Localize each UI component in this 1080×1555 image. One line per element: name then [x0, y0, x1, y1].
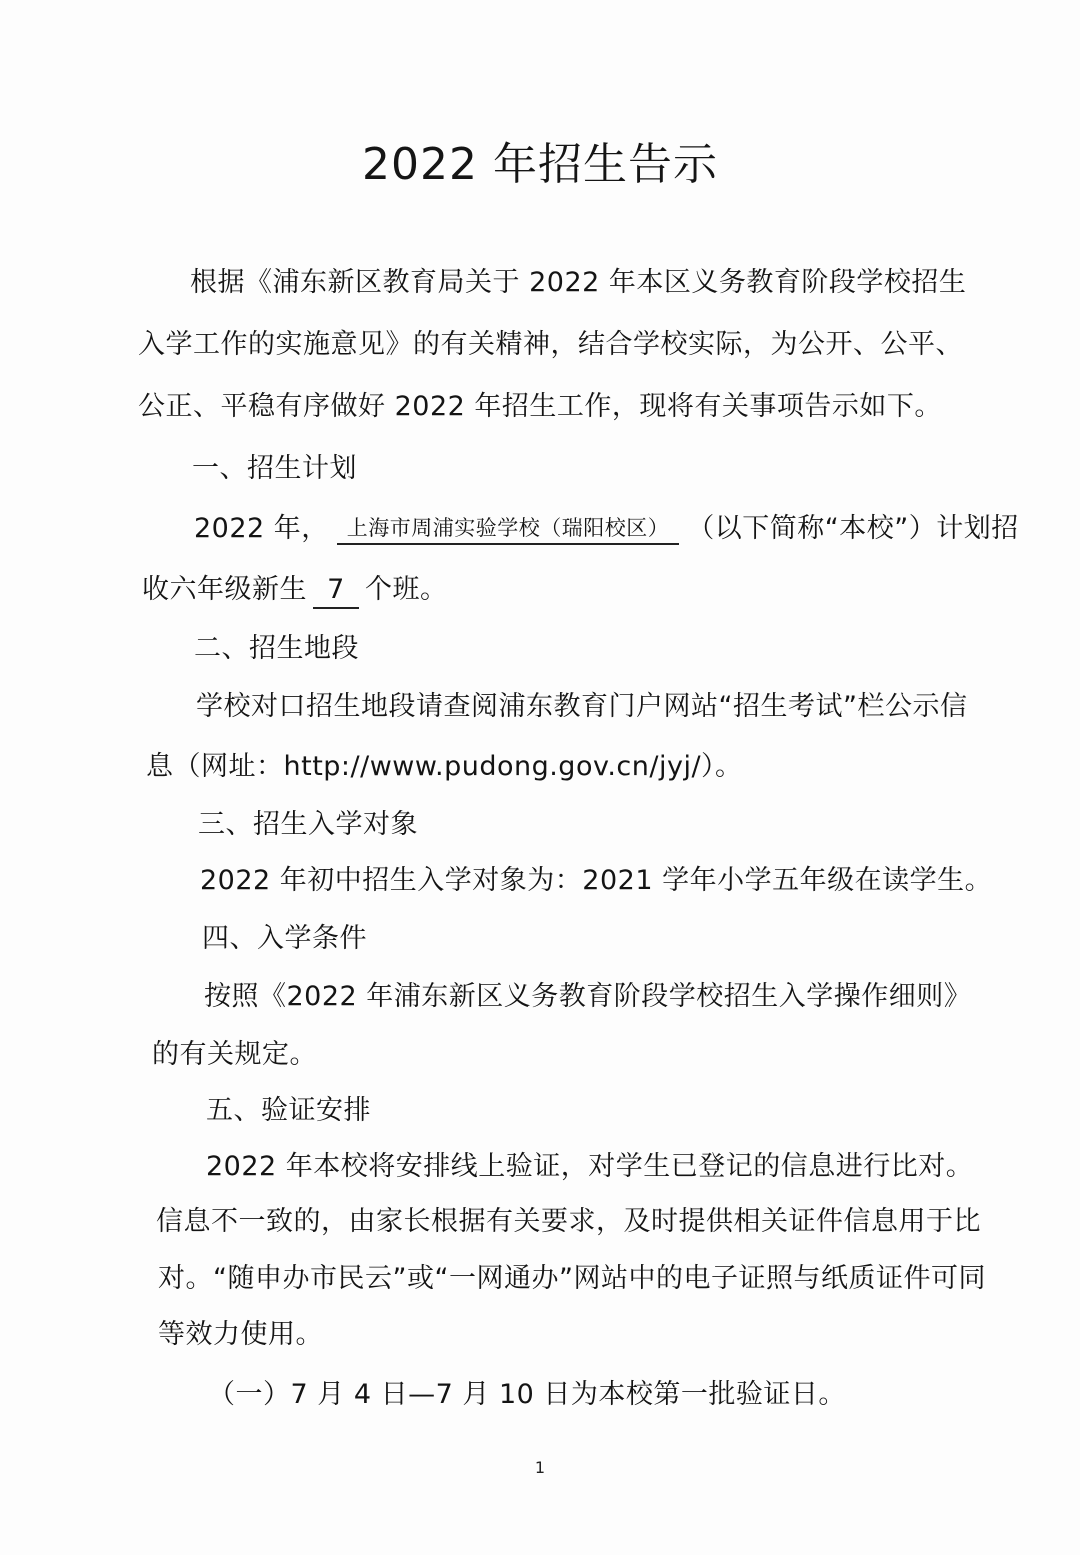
- section-5-line-4: 等效力使用。: [158, 1319, 323, 1350]
- section-1-line-1: [194, 512, 1019, 546]
- section-5-line-1: 2022 年本校将安排线上验证，对学生已登记的信息进行比对。: [206, 1151, 974, 1182]
- section-1-line-2-prefix: 收六年级新生: [142, 574, 307, 605]
- section-5-heading: 五、验证安排: [206, 1095, 371, 1126]
- section-1-line-2-suffix: 个班。: [365, 574, 448, 605]
- section-3-line-1: 2022 年初中招生入学对象为：2021 学年小学五年级在读学生。: [200, 865, 993, 896]
- section-2-line-1: 学校对口招生地段请查阅浦东教育门户网站“招生考试”栏公示信: [196, 691, 968, 722]
- section-2-heading: 二、招生地段: [194, 633, 359, 664]
- section-3-heading: 三、招生入学对象: [198, 809, 418, 840]
- section-2-line-2: 息（网址：http://www.pudong.gov.cn/jyj/）。: [146, 751, 743, 782]
- section-5-line-3: 对。“随申办市民云”或“一网通办”网站中的电子证照与纸质证件可同: [158, 1263, 986, 1294]
- school-name-field: 上海市周浦实验学校（瑞阳校区）: [337, 513, 680, 545]
- section-5-item-1: （一）7 月 4 日—7 月 10 日为本校第一批验证日。: [208, 1379, 846, 1410]
- section-1-heading: 一、招生计划: [192, 453, 357, 484]
- section-5-line-2: 信息不一致的，由家长根据有关要求，及时提供相关证件信息用于比: [156, 1206, 981, 1237]
- section-1-line-1-prefix: 2022 年，: [194, 513, 329, 544]
- intro-line-2: 入学工作的实施意见》的有关精神，结合学校实际，为公开、公平、: [138, 329, 963, 360]
- section-4-line-1: 按照《2022 年浦东新区义务教育阶段学校招生入学操作细则》: [204, 981, 972, 1012]
- page-number: 1: [534, 1458, 546, 1477]
- document-title: 2022 年招生告示: [362, 139, 718, 190]
- intro-line-3: 公正、平稳有序做好 2022 年招生工作，现将有关事项告示如下。: [138, 391, 942, 422]
- section-4-line-2: 的有关规定。: [152, 1039, 317, 1070]
- section-1-line-1-suffix: （以下简称“本校”）计划招: [687, 513, 1019, 544]
- class-count-field: 7: [313, 573, 359, 609]
- section-1-line-2: [142, 573, 448, 609]
- section-4-heading: 四、入学条件: [202, 923, 367, 954]
- intro-line-1: 根据《浦东新区教育局关于 2022 年本区义务教育阶段学校招生: [190, 267, 967, 298]
